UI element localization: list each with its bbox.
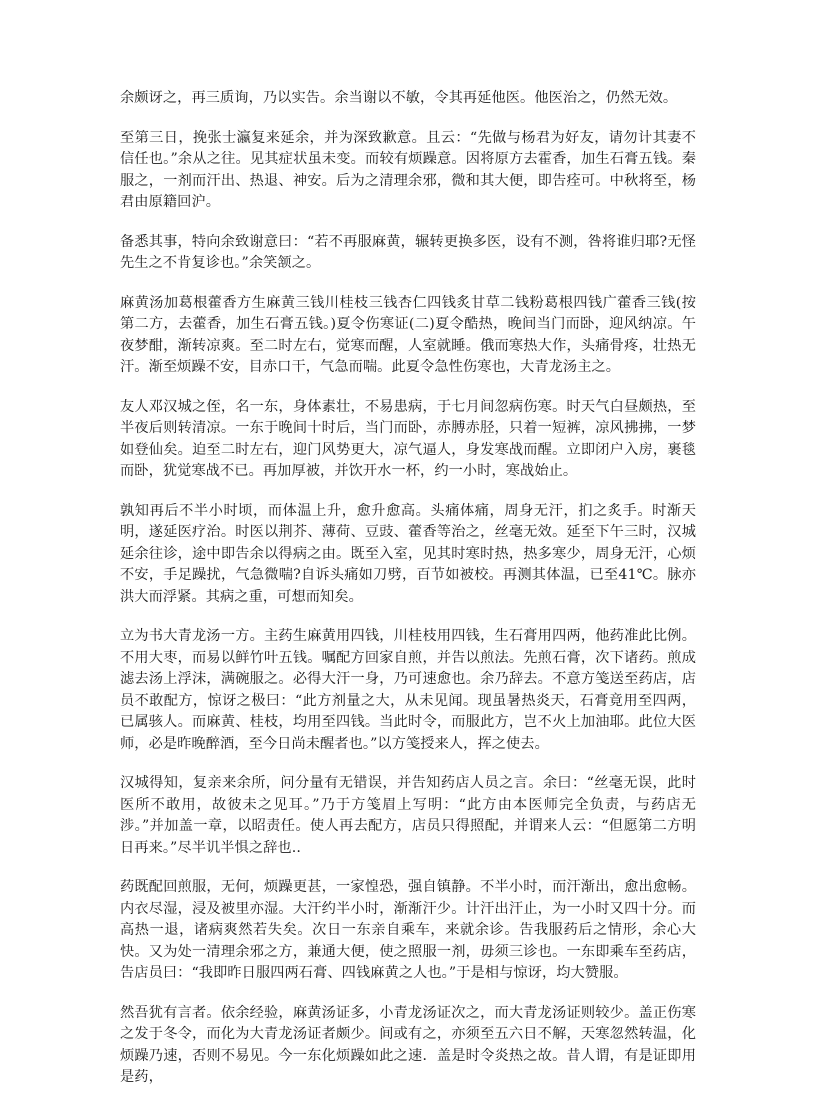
paragraph-8: 汉城得知，复亲来余所，问分量有无错误，并告知药店人员之言。余曰：“丝毫无误，此时医所不敢用，故彼未之见耳。”乃于方笺眉上写明：“此方由本医师完全负责，与药店无涉。”并加盖一章，以昭责任。使人再去配方，店员只得照配，并谓来人云：“但愿第二方明日再来。”尽半讥半惧之辞也.. xyxy=(120,775,696,856)
paragraph-3: 备悉其事，特向余致谢意曰：“若不再服麻黄，辗转更换多医，设有不测，咎将谁归耶?无怪先生之不肯复诊也。”余笑颔之。 xyxy=(120,233,696,271)
paragraph-9: 药既配回煎服，无何，烦躁更甚，一家惶恐，强自镇静。不半小时，而汗渐出，愈出愈畅。内衣尽湿，浸及被里亦湿。大汗约半小时，渐渐汗少。计汗出汗止，为一小时又四十分。而高热一退，诸病爽然若失矣。次日一东亲自乘车，来就余诊。告我服药后之情形，余心大快。又为处一清理余邪之方，兼通大便，使之照服一剂，毋须三诊也。一东即乘车至药店，告店员曰：“我即昨日服四两石膏、四钱麻黄之人也。”于是相与惊讶，均大赞服。 xyxy=(120,879,696,981)
paragraph-6: 孰知再后不半小时顷，而体温上升，愈升愈高。头痛体痛，周身无汗，扪之炙手。时渐天明，遂延医疗治。时医以荆芥、薄荷、豆豉、藿香等治之，丝毫无效。延至下午三时，汉城延余往诊，途中即告余以得病之由。既至入室，见其时寒时热，热多寒少，周身无汗，心烦不安，手足躁扰，气急微喘?自诉头痛如刀劈，百节如被校。再测其体温，已至41℃。脉亦洪大而浮紧。其病之重，可想而知矣。 xyxy=(120,502,696,605)
paragraph-5: 友人邓汉城之侄，名一东，身体素壮，不易患病，于七月间忽病伤寒。时天气白昼颇热，至半夜后则转清凉。一东于晚间十时后，当门而卧，赤膊赤胫，只着一短裤，凉风拂拂，一梦如登仙矣。迫至二时左右，迎门风势更大，凉气逼人，身发寒战而醒。立即闭户入房，裹毯而卧，犹觉寒战不已。再加厚被，并饮开水一杯，约一小时，寒战始止。 xyxy=(120,398,696,479)
paragraph-10: 然吾犹有言者。依余经验，麻黄汤证多，小青龙汤证次之，而大青龙汤证则较少。盖正伤寒之发于冬令，而化为大青龙汤证者颇少。间或有之，亦须至五六日不解，天寒忽然转温，化烦躁乃速，否则不易见。今一东化烦躁如此之速．盖是时令炎热之故。昔人谓，有是证即用是药， xyxy=(120,1004,696,1085)
document-body xyxy=(120,88,696,1107)
paragraph-4: 麻黄汤加葛根藿香方生麻黄三钱川桂枝三钱杏仁四钱炙甘草二钱粉葛根四钱广藿香三钱(按第二方，去藿香，加生石膏五钱。)夏令伤寒证(二)夏令酷热，晚间当门而卧，迎风纳凉。午夜梦酣，渐转凉爽。至二时左右，觉寒而醒，人室就睡。俄而寒热大作，头痛骨疼，壮热无汗。渐至烦躁不安，目赤口干，气急而喘。此夏令急性伤寒也，大青龙汤主之。 xyxy=(120,294,696,375)
paragraph-1: 余颇讶之，再三质询，乃以实告。余当谢以不敏，令其再延他医。他医治之，仍然无效。 xyxy=(120,90,678,106)
paragraph-2: 至第三日，挽张士瀛复来延余，并为深致歉意。且云：“先做与杨君为好友，请勿计其妻不信任也。”余从之往。见其症状虽未变。而较有烦躁意。因将原方去霍香，加生石膏五钱。秦服之，一剂而汗出、热退、神安。后为之清理余邪，微和其大便，即告痊可。中秋将至，杨君由原籍回沪。 xyxy=(120,129,696,210)
paragraph-7: 立为书大青龙汤一方。主药生麻黄用四钱，川桂枝用四钱，生石膏用四两，他药准此比例。不用大枣，而易以鲜竹叶五钱。嘱配方回家自煎，并告以煎法。先煎石膏，次下诸药。煎成滤去汤上浮沫，满碗服之。必得大汗一身，乃可速愈也。余乃辞去。不意方笺送至药店，店员不敢配方，惊讶之极曰：“此方剂量之大，从未见闻。现虽暑热炎天，石膏竟用至四两，已属骇人。而麻黄、桂枝，均用至四钱。当此时令，而服此方，岂不火上加油耶。此位大医师，必是昨晚醉酒，至今日尚未醒者也。”以方笺授来人，挥之使去。 xyxy=(120,628,696,752)
